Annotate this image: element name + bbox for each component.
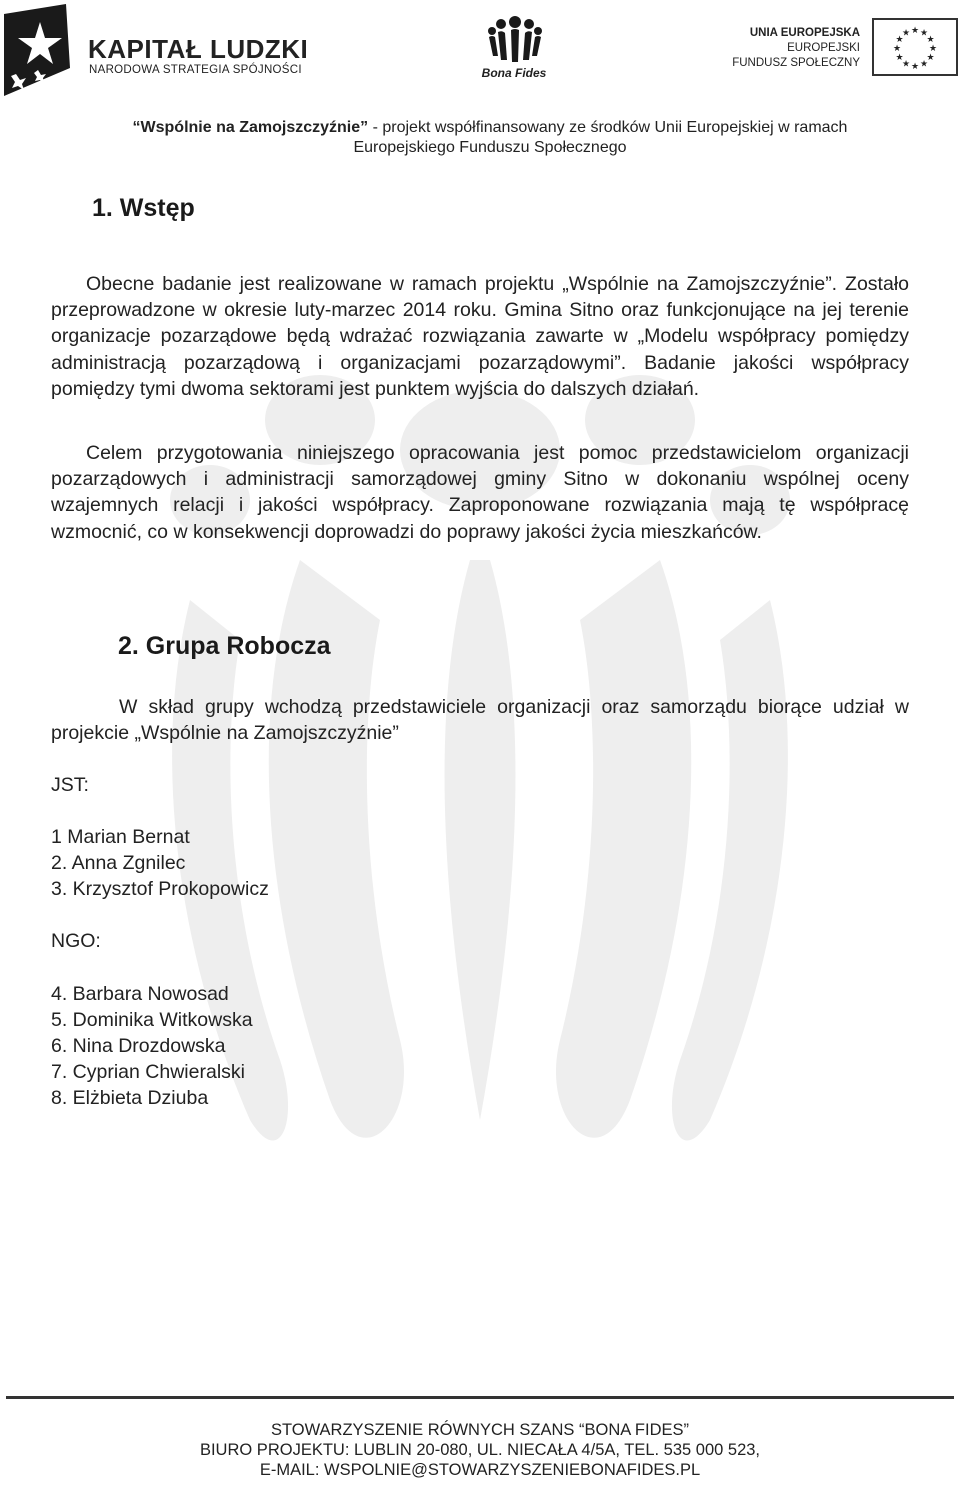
project-title xyxy=(60,118,920,158)
section-heading-wstep: 1. Wstęp xyxy=(92,194,195,222)
project-title-rest: - projekt współfinansowany ze środków Unii Europejskiej w ramach xyxy=(368,119,848,136)
list-item: 7. Cyprian Chwieralski xyxy=(51,1061,245,1083)
footer-line-2: BIURO PROJEKTU: LUBLIN 20-080, UL. NIECAŁA 4/5A, TEL. 535 000 523, xyxy=(199,1441,761,1459)
svg-text:★: ★ xyxy=(910,26,920,36)
svg-text:★: ★ xyxy=(892,44,902,54)
eu-logo-text xyxy=(732,26,860,71)
svg-text:★: ★ xyxy=(919,28,929,39)
eu-line-2: EUROPEJSKI xyxy=(787,42,860,54)
list-item: 6. Nina Drozdowska xyxy=(51,1035,226,1057)
kapital-ludzki-title: KAPITAŁ LUDZKI xyxy=(88,34,309,64)
list-item: 5. Dominika Witkowska xyxy=(51,1009,253,1031)
paragraph-grupa-text: W skład grupy wchodzą przedstawiciele organizacji oraz samorządu biorące udział w projekcie „Wspólnie na Zamojszczyźnie” xyxy=(51,696,909,745)
project-title-line2: Europejskiego Funduszu Społecznego xyxy=(353,139,627,156)
bona-fides-text: Bona Fides xyxy=(481,66,547,80)
kapital-ludzki-star-icon xyxy=(4,4,82,96)
kapital-ludzki-subtitle: NARODOWA STRATEGIA SPÓJNOŚCI xyxy=(89,64,302,76)
paragraph-intro-2 xyxy=(51,440,909,545)
svg-text:★: ★ xyxy=(926,35,935,45)
svg-text:★: ★ xyxy=(895,35,904,45)
svg-text:★: ★ xyxy=(919,59,929,70)
list-item: 1 Marian Bernat xyxy=(51,826,190,848)
list-item: 4. Barbara Nowosad xyxy=(51,983,229,1005)
svg-text:★: ★ xyxy=(901,59,911,70)
footer xyxy=(60,1420,900,1480)
svg-text:★: ★ xyxy=(926,53,935,63)
eu-flag-icon xyxy=(872,18,958,76)
kapital-ludzki-logo xyxy=(4,4,309,96)
eu-logo xyxy=(732,18,958,80)
svg-text:★: ★ xyxy=(928,44,938,54)
footer-divider xyxy=(6,1396,954,1399)
bona-fides-figures-icon xyxy=(486,14,544,64)
eu-line-1: UNIA EUROPEJSKA xyxy=(749,27,860,39)
paragraph-intro-1 xyxy=(51,271,909,402)
paragraph-grupa xyxy=(51,694,909,746)
svg-text:★: ★ xyxy=(895,53,904,63)
eu-line-3: FUNDUSZ SPOŁECZNY xyxy=(732,57,860,69)
bona-fides-logo xyxy=(478,14,554,82)
paragraph-intro-1-text: Obecne badanie jest realizowane w ramach projektu „Wspólnie na Zamojszczyźnie”. Zostało przeprowadzone w okresie luty-marzec 2014 roku. Gmina Sitno oraz funkcjonujące na jej terenie organizacje pozarządowe będą wdrażać rozwiązania zawarte w „Modelu współpracy pomiędzy administracją pozarządową i organizacjami pozarządowymi”. Badanie jakości współpracy pomiędzy tymi dwoma sektorami jest punktem wyjścia do dalszych działań. xyxy=(51,273,909,400)
paragraph-intro-2-text: Celem przygotowania niniejszego opracowania jest pomoc przedstawicielom organizacji pozarządowych i administracji samorządowej gminy Sitno w dokonaniu wspólnej oceny wzajemnych relacji i jakości współpracy. Zaproponowane rozwiązania mają tę współpracę wzmocnić, co w konsekwencji doprowadzi do poprawy jakości życia mieszkańców. xyxy=(51,442,909,543)
ngo-member-list xyxy=(51,981,253,1111)
project-title-bold: “Wspólnie na Zamojszczyźnie” xyxy=(132,119,369,136)
jst-member-list xyxy=(51,824,269,902)
footer-line-3: E-MAIL: WSPOLNIE@STOWARZYSZENIEBONAFIDES.PL xyxy=(259,1461,701,1479)
list-item: 8. Elżbieta Dziuba xyxy=(51,1087,209,1109)
ngo-label: NGO: xyxy=(51,930,101,952)
list-item: 2. Anna Zgnilec xyxy=(51,852,186,874)
jst-label: JST: xyxy=(51,774,89,796)
list-item: 3. Krzysztof Prokopowicz xyxy=(51,878,269,900)
section-heading-grupa: 2. Grupa Robocza xyxy=(118,632,331,660)
svg-text:★: ★ xyxy=(901,28,911,39)
footer-line-1: STOWARZYSZENIE RÓWNYCH SZANS “BONA FIDES” xyxy=(270,1421,690,1439)
svg-text:★: ★ xyxy=(910,62,920,72)
